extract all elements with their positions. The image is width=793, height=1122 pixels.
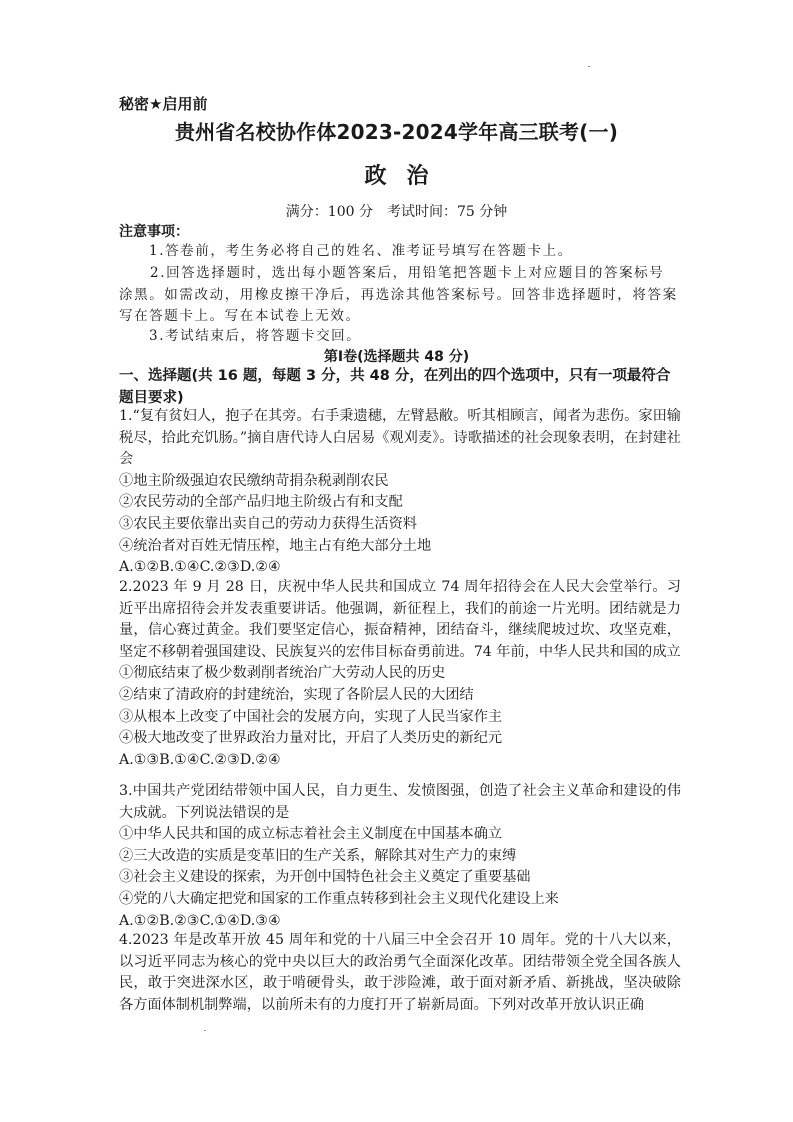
question-option: ①地主阶级强迫农民缴纳苛捐杂税剥削农民 xyxy=(119,472,389,489)
notice-title: 注意事项： xyxy=(119,224,189,240)
question-4 xyxy=(119,930,681,1016)
question-2 xyxy=(119,577,681,771)
answer-choices: A.①③B.①④C.②③D.②④ xyxy=(119,751,281,768)
question-option: ②三大改造的实质是变革旧的生产关系，解除其对生产力的束缚 xyxy=(119,847,517,864)
answer-choices: A.①②B.②③C.①④D.③④ xyxy=(119,912,281,929)
question-option: ②结束了清政府的封建统治，实现了各阶层人民的大团结 xyxy=(119,686,474,703)
question-1 xyxy=(119,406,681,579)
question-option: ③社会主义建设的探索，为开创中国特色社会主义奠定了重要基础 xyxy=(119,869,531,886)
question-stem: 2.2023 年 9 月 28 日，庆祝中华人民共和国成立 74 周年招待会在人民大会堂举行。习近平出席招待会并发表重要讲话。他强调，新征程上，我们的前途一片光明。团结就是力量，信心赛过黄金。我们要坚定信心，振奋精神，团结奋斗，继续爬坡过坎、攻坚克难，坚定不移朝着强国建设、民族复兴的宏伟目标奋勇前进。74 年前，中华人民共和国的成立 xyxy=(119,579,681,660)
exam-meta: 满分：100 分 考试时间：75 分钟 xyxy=(285,204,508,220)
question-stem: 1.“复有贫妇人，抱子在其旁。右手秉遗穗，左臂悬敝。听其相顾言，闻者为悲伤。家田输税尽，拾此充饥肠。”摘自唐代诗人白居易《观刈麦》。诗歌描述的社会现象表明，在封建社会 xyxy=(119,408,681,468)
question-stem: 4.2023 年是改革开放 45 周年和党的十八届三中全会召开 10 周年。党的十八大以来，以习近平同志为核心的党中央以巨大的政治勇气全面深化改革。团结带领全党全国各族人民，敢于突进深水区，敢于啃硬骨头，敢于涉险滩，敢于面对新矛盾、新挑战，坚决破除各方面体制机制弊端，以前所未有的力度打开了崭新局面。下列对改革开放认识正确 xyxy=(119,932,681,1013)
question-option: ①彻底结束了极少数剥削者统治广大劳动人民的历史 xyxy=(119,665,446,682)
question-3 xyxy=(119,781,681,932)
question-stem: 3.中国共产党团结带领中国人民，自力更生、发愤图强，创造了社会主义革命和建设的伟大成就。下列说法错误的是 xyxy=(119,783,681,821)
question-option: ②农民劳动的全部产品归地主阶级占有和支配 xyxy=(119,494,403,511)
subject-title: 政治 xyxy=(364,164,449,189)
secret-label: 秘密★启用前 xyxy=(119,95,208,113)
question-option: ①中华人民共和国的成立标志着社会主义制度在中国基本确立 xyxy=(119,826,503,843)
notice-item: 1.答卷前，考生务必将自己的姓名、准考证号填写在答题卡上。 xyxy=(149,243,573,259)
exam-title: 贵州省名校协作体2023-2024学年高三联考(一) xyxy=(174,120,619,144)
scan-speck xyxy=(588,66,590,67)
question-option: ③从根本上改变了中国社会的发展方向，实现了人民当家作主 xyxy=(119,708,503,725)
answer-choices: A.①②B.①④C.②③D.②④ xyxy=(119,559,281,576)
section-title: 第Ⅰ卷(选择题共 48 分) xyxy=(323,349,470,365)
notice-item: 2.回答选择题时，选出每小题答案后，用铅笔把答题卡上对应题目的答案标号涂黑。如需改动，用橡皮擦干净后，再选涂其他答案标号。回答非选择题时，将答案写在答题卡上。写在本试卷上无效。 xyxy=(119,265,678,324)
question-option: ④统治者对百姓无情压榨，地主占有绝大部分土地 xyxy=(119,537,432,554)
question-option: ④党的八大确定把党和国家的工作重点转移到社会主义现代化建设上来 xyxy=(119,890,559,907)
scan-speck xyxy=(204,1030,206,1031)
question-option: ④极大地改变了世界政治力量对比，开启了人类历史的新纪元 xyxy=(119,730,503,747)
question-option: ③农民主要依靠出卖自己的劳动力获得生活资料 xyxy=(119,515,417,532)
part-title: 一、选择题(共 16 题，每题 3 分，共 48 分，在列出的四个选项中，只有一项最符合题目要求) xyxy=(119,368,671,406)
notice-item: 3.考试结束后，将答题卡交回。 xyxy=(149,328,362,344)
